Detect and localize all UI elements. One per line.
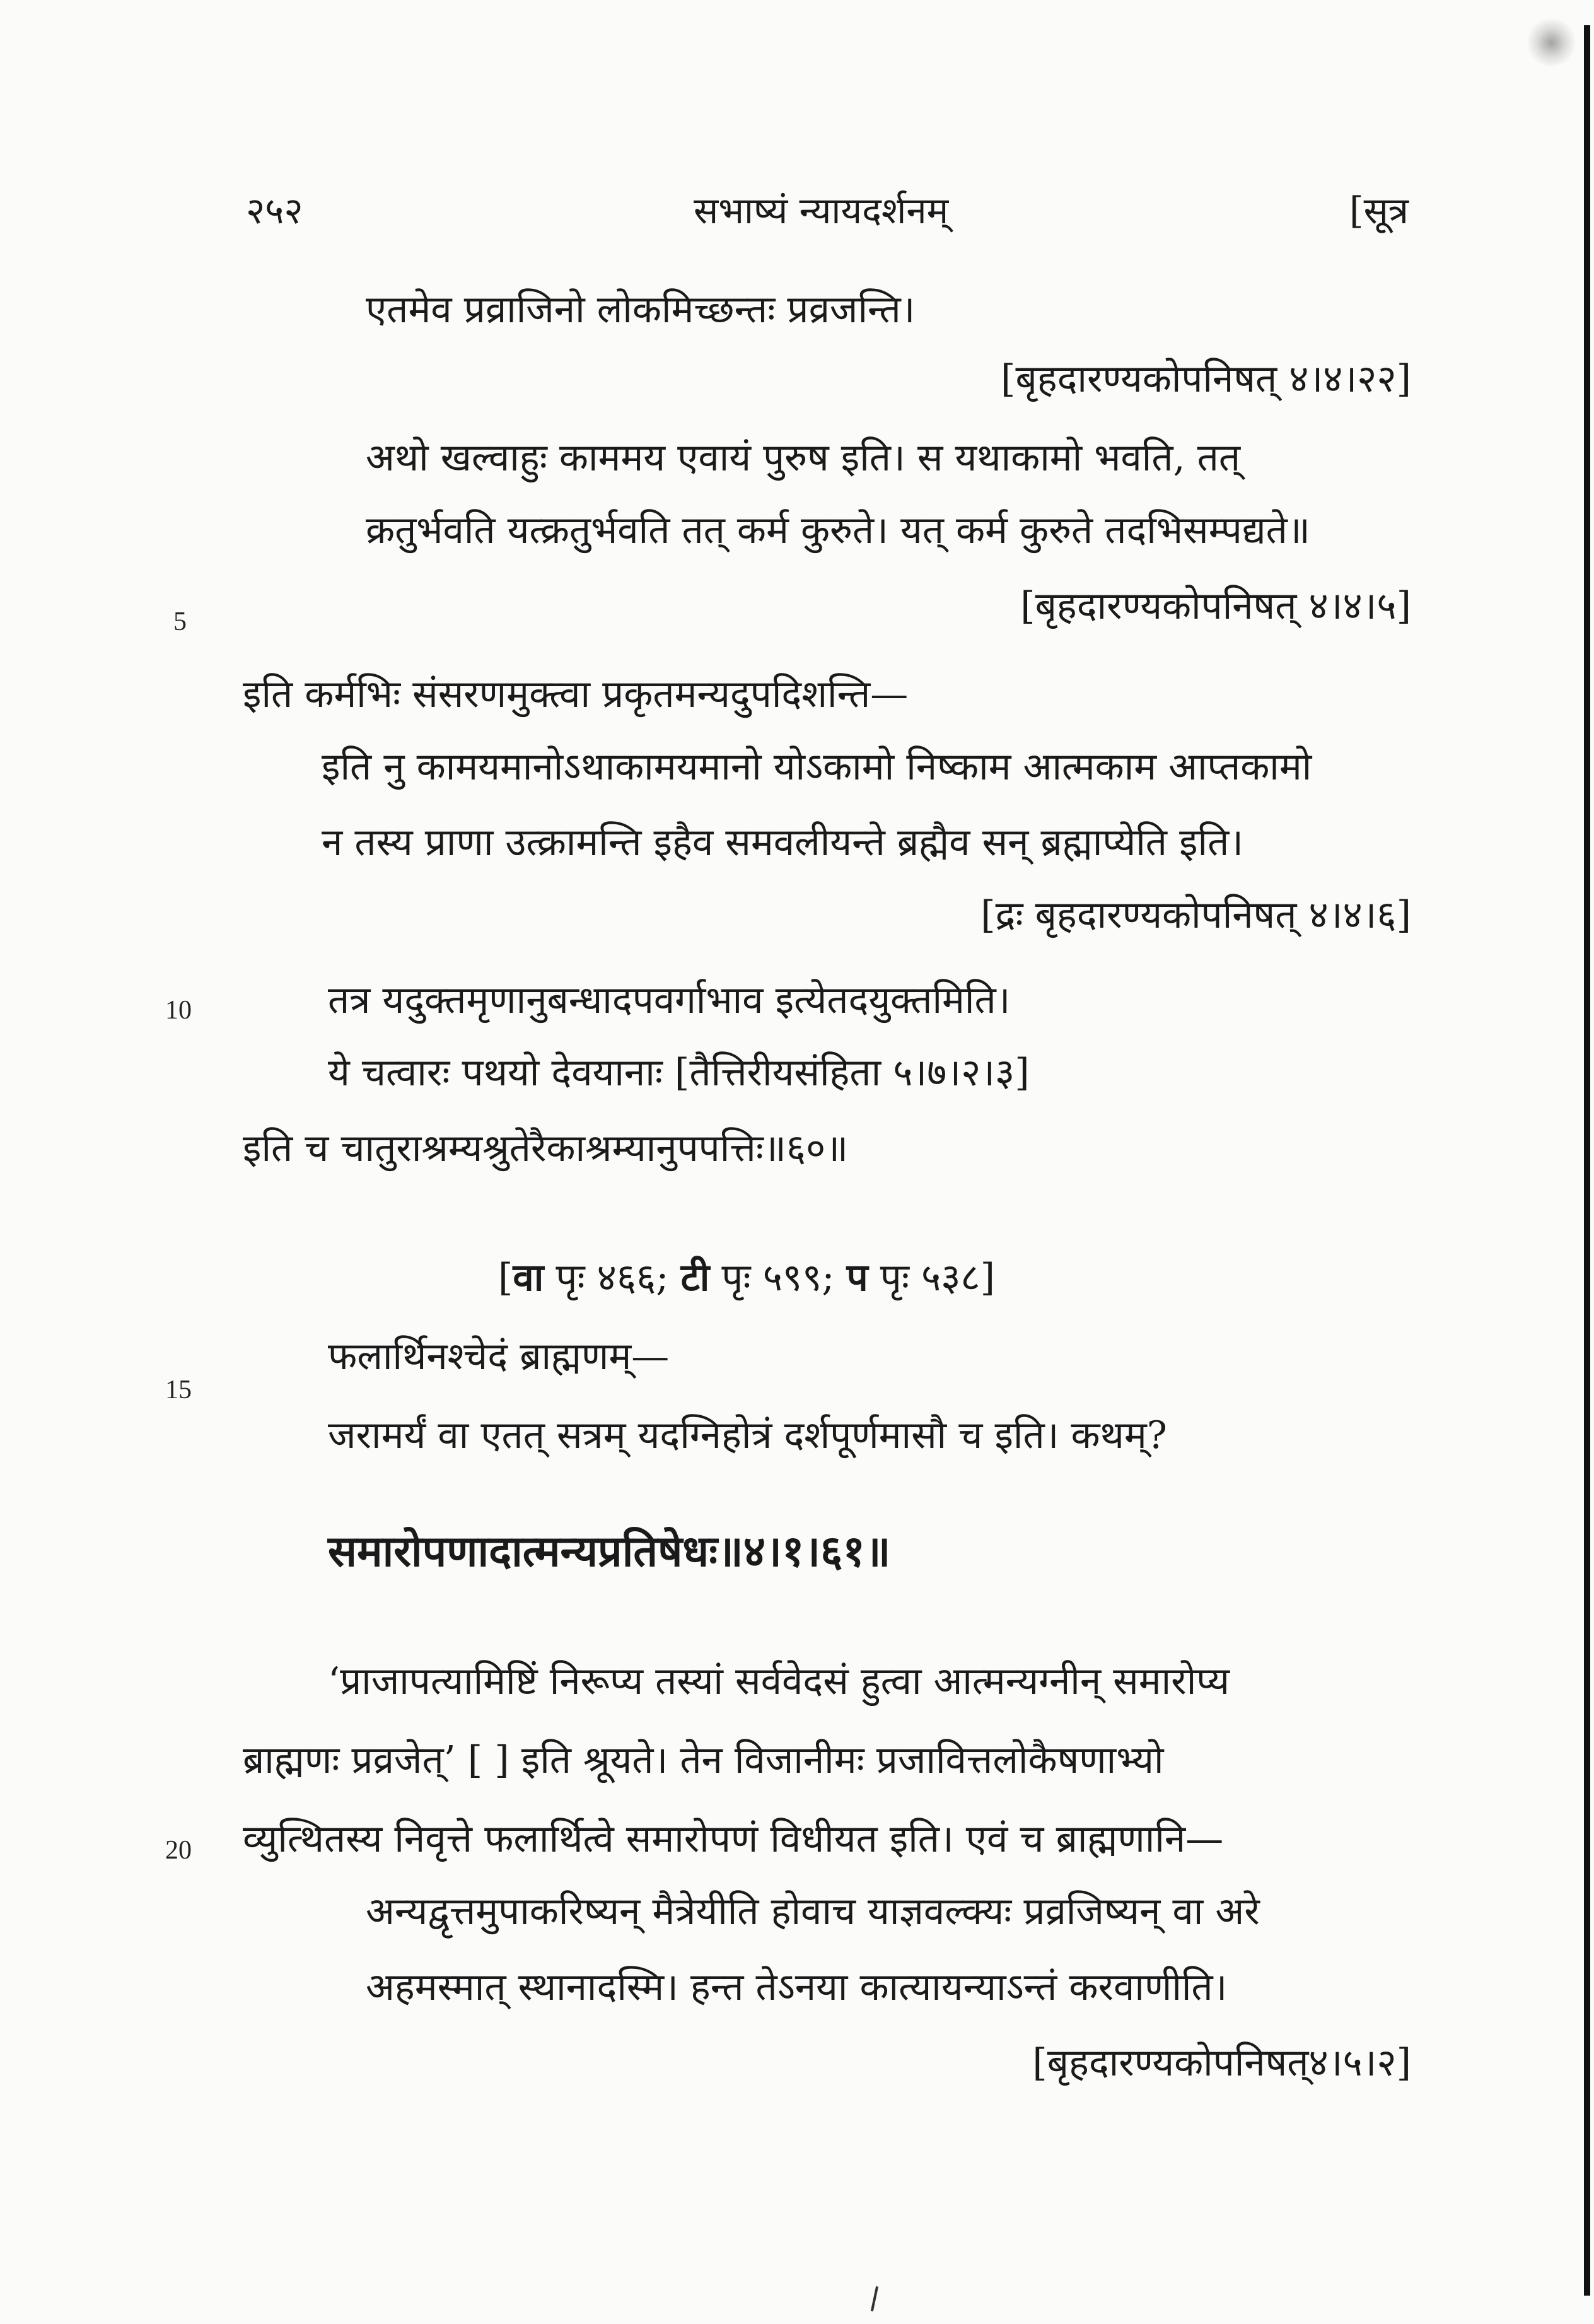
section-marker: [सूत्र xyxy=(1349,189,1409,232)
reference-pa: प xyxy=(846,1256,868,1300)
scan-speck xyxy=(1528,16,1575,69)
commentary-line: ‘प्राजापत्यामिष्टिं निरूप्य तस्यां सर्ववेदसं हुत्वा आत्मन्यग्नीन् समारोप्य xyxy=(328,1659,1230,1703)
quote-line: एतमेव प्रव्राजिनो लोकमिच्छन्तः प्रव्रजन्ति। xyxy=(366,288,916,332)
sutra-heading: समारोपणादात्मन्यप्रतिषेधः॥४।१।६१॥ xyxy=(328,1526,891,1577)
quote-line: जरामर्यं वा एतत् सत्रम् यदग्निहोत्रं दर्शपूर्णमासौ च इति। कथम्? xyxy=(328,1413,1167,1457)
commentary-line: तत्र यदुक्तमृणानुबन्धादपवर्गाभाव इत्येतदयुक्तमिति। xyxy=(328,978,1011,1022)
reference-line xyxy=(498,1255,995,1300)
line-number: 15 xyxy=(165,1375,192,1404)
quote-line: अथो खल्वाहुः काममय एवायं पुरुष इति। स यथाकामो भवति, तत् xyxy=(366,436,1241,480)
commentary-line: इति च चातुराश्रम्यश्रुतेरैकाश्रम्यानुपपत्तिः॥६०॥ xyxy=(243,1126,849,1171)
reference-pa-page: पृः ५३८] xyxy=(868,1256,996,1300)
scan-mark xyxy=(871,2286,878,2311)
quote-line: क्रतुर्भवति यत्क्रतुर्भवति तत् कर्म कुरुते। यत् कर्म कुरुते तदभिसम्पद्यते॥ xyxy=(366,508,1310,552)
citation: [बृहदारण्यकोपनिषत्४।५।२] xyxy=(1032,2041,1411,2085)
commentary-line: फलार्थिनश्चेदं ब्राह्मणम्— xyxy=(328,1334,670,1379)
running-title: सभाष्यं न्यायदर्शनम् xyxy=(694,189,949,232)
reference-ti: टी xyxy=(680,1256,710,1300)
line-number: 5 xyxy=(173,607,187,636)
line-number: 20 xyxy=(165,1836,192,1865)
page-number: २५२ xyxy=(246,189,303,232)
commentary-line: व्युत्थितस्य निवृत्ते फलार्थित्वे समारोपणं विधीयत इति। एवं च ब्राह्मणानि— xyxy=(243,1817,1224,1861)
reference-ti-page: पृः ५९९; xyxy=(709,1256,847,1300)
quote-line: इति नु कामयमानोऽथाकामयमानो योऽकामो निष्काम आत्मकाम आप्तकामो xyxy=(322,745,1312,789)
quote-line: अहमस्मात् स्थानादस्मि। हन्त तेऽनया कात्यायन्याऽन्तं करवाणीति। xyxy=(366,1965,1228,2009)
quote-line: अन्यद्वृत्तमुपाकरिष्यन् मैत्रेयीति होवाच याज्ञवल्क्यः प्रव्रजिष्यन् वा अरे xyxy=(366,1889,1260,1934)
reference-open: [ xyxy=(498,1256,513,1300)
commentary-line: ब्राह्मणः प्रव्रजेत्’ [ ] इति श्रूयते। तेन विजानीमः प्रजावित्तलोकैषणाभ्यो xyxy=(243,1738,1164,1782)
line-number: 10 xyxy=(165,996,192,1025)
citation: [द्रः बृहदारण्यकोपनिषत् ४।४।६] xyxy=(980,893,1411,937)
citation: [बृहदारण्यकोपनिषत् ४।४।२२] xyxy=(1001,357,1411,401)
reference-va-page: पृः ४६६; xyxy=(544,1256,681,1300)
reference-va: वा xyxy=(513,1256,544,1300)
citation: [बृहदारण्यकोपनिषत् ४।४।५] xyxy=(1020,584,1411,628)
commentary-line: इति कर्मभिः संसरणमुक्त्वा प्रकृतमन्यदुपदिशन्ति— xyxy=(243,672,909,716)
quote-line: न तस्य प्राणा उत्क्रामन्ति इहैव समवलीयन्ते ब्रह्मैव सन् ब्रह्माप्येति इति। xyxy=(322,820,1244,865)
page-edge-bar xyxy=(1584,25,1590,2296)
commentary-line: ये चत्वारः पथयो देवयानाः [तैत्तिरीयसंहिता ५।७।२।३] xyxy=(328,1051,1030,1095)
